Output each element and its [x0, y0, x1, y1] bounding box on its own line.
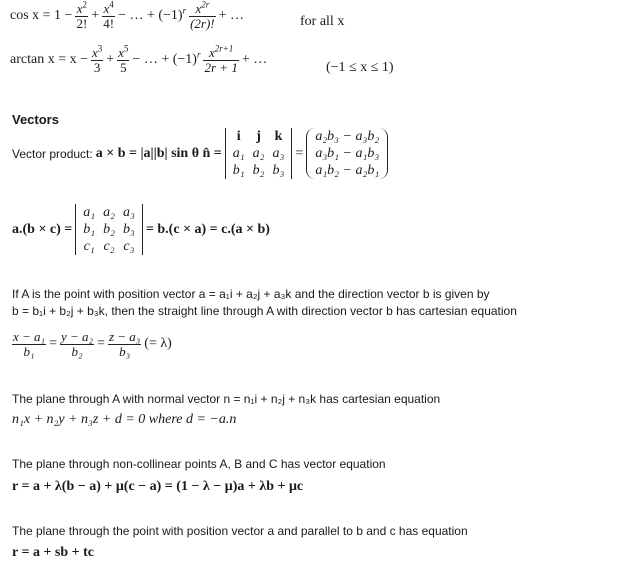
line-frac-y-den: b₂	[60, 344, 94, 359]
triple-product-rhs: = b.(c × a) = c.(a × b)	[145, 221, 270, 237]
line-text-1: If A is the point with position vector a = a₁i + a₂j + a₃k and the direction vector b is given by	[12, 287, 490, 301]
plane-parallel-equation: r = a + sb + tc	[12, 545, 95, 560]
arctan-lhs: arctan x = x −	[10, 52, 88, 68]
vector-product-expr: a × b = |a||b| sin θ n̂ =	[95, 145, 222, 161]
cos-series-formula	[10, 2, 244, 30]
tp-c1: c₁	[83, 239, 95, 254]
line-lambda: (= λ)	[144, 336, 172, 352]
det-b1: b₁	[232, 163, 245, 178]
line-cartesian-equation	[12, 330, 172, 358]
arctan-condition: (−1 ≤ x ≤ 1)	[326, 60, 394, 75]
tp-b3: b₃	[123, 222, 135, 237]
tp-a1: a₁	[83, 205, 96, 220]
arctan-t2-den: 5	[117, 60, 129, 75]
plane-points-equation: r = a + λ(b − a) + μ(c − a) = (1 − λ − μ)a + λb + μc	[12, 479, 304, 494]
cos-t2-exp: 4	[109, 0, 114, 10]
line-frac-z-den: b₃	[108, 344, 141, 359]
arctan-term-1	[91, 43, 103, 75]
arctan-t3-den: 2r + 1	[204, 59, 238, 75]
arctan-mid	[132, 49, 201, 68]
plane-parallel-text: The plane through the point with position vector a and parallel to b and c has equation	[12, 524, 468, 538]
vector-product-eq: =	[295, 145, 304, 161]
tp-c3: c₃	[123, 239, 135, 254]
arctan-t3-num: x	[208, 45, 215, 60]
arctan-term-r	[203, 43, 238, 75]
arctan-t2-exp: 5	[123, 43, 129, 54]
triple-product-formula	[12, 204, 270, 255]
cos-t1-den: 2!	[76, 15, 88, 31]
arctan-t1-num: x	[91, 45, 98, 60]
det-b2: b₂	[252, 163, 265, 178]
cos-t2-num: x	[103, 1, 110, 16]
cos-t3-num: x	[195, 1, 202, 16]
plane-normal-equation: n₁x + n₂y + n₃z + d = 0 where d = −a.n	[12, 412, 237, 427]
arctan-term-2	[117, 43, 129, 75]
vector-product-determinant	[225, 128, 293, 179]
arctan-series-formula	[10, 43, 268, 75]
vector-product-label: Vector product:	[12, 146, 93, 161]
tp-b2: b₂	[103, 222, 116, 237]
triple-product-lhs: a.(b × c) =	[12, 221, 73, 237]
det-a3: a₃	[272, 146, 285, 161]
cos-t1-num: x	[76, 1, 83, 16]
det-j: j	[256, 129, 261, 144]
vector-product-formula	[12, 128, 388, 179]
det-k: k	[274, 129, 283, 144]
arctan-tail: + …	[241, 52, 268, 68]
cos-plus: +	[91, 8, 100, 24]
line-frac-y	[60, 330, 94, 358]
cos-t3-exp: 2r	[201, 0, 210, 10]
cos-lhs: cos x = 1 −	[10, 8, 73, 24]
det-a1: a₁	[232, 146, 245, 161]
cos-t1-exp: 2	[82, 0, 88, 10]
line-frac-x-num: x − a₁	[13, 329, 46, 344]
tp-a3: a₃	[123, 205, 135, 220]
triple-product-determinant	[75, 204, 143, 255]
line-frac-x	[12, 330, 46, 358]
result-row-1: a₂b₃ − a₃b₂	[315, 129, 380, 144]
arctan-t3-exp: 2r+1	[214, 43, 234, 54]
line-frac-z	[108, 330, 141, 358]
tp-b1: b₁	[83, 222, 96, 237]
arctan-t1-den: 3	[91, 60, 103, 75]
cos-term-1	[75, 2, 88, 30]
arctan-t1-exp: 3	[97, 43, 103, 54]
plane-normal-text: The plane through A with normal vector n = n₁i + n₂j + n₃k has cartesian equation	[12, 392, 441, 406]
plane-points-text: The plane through non-collinear points A, B and C has vector equation	[12, 457, 386, 471]
vector-product-result	[306, 128, 388, 179]
line-frac-x-den: b₁	[12, 344, 46, 359]
result-row-2: a₃b₁ − a₁b₃	[315, 146, 380, 161]
det-b3: b₃	[272, 163, 285, 178]
cos-mid-text: − … + (−1)	[118, 8, 183, 24]
tp-c2: c₂	[103, 239, 115, 254]
cos-mid	[118, 5, 187, 24]
cos-t3-den: (2r)!	[190, 15, 215, 31]
det-i: i	[236, 129, 241, 144]
line-frac-z-num: z − a₃	[108, 329, 141, 344]
arctan-mid-exp: r	[196, 49, 201, 60]
cos-term-2	[102, 2, 115, 30]
det-a2: a₂	[252, 146, 265, 161]
cos-term-r	[189, 2, 216, 30]
arctan-plus: +	[106, 52, 115, 68]
line-eq-2: =	[97, 336, 105, 352]
arctan-mid-text: − … + (−1)	[132, 52, 197, 68]
line-frac-y-num: y − a₂	[60, 329, 94, 344]
cos-t2-den: 4!	[103, 15, 115, 31]
cos-tail: + …	[218, 8, 245, 24]
tp-a2: a₂	[103, 205, 116, 220]
line-text-2: b = b₁i + b₂j + b₃k, then the straight line through A with direction vector b has cartesian equation	[12, 304, 517, 318]
cos-condition: for all x	[300, 14, 345, 29]
result-row-3: a₁b₂ − a₂b₁	[315, 163, 380, 178]
line-eq-1: =	[49, 336, 57, 352]
cos-mid-exp: r	[182, 5, 187, 16]
arctan-t2-num: x	[118, 45, 124, 60]
vectors-heading: Vectors	[12, 112, 59, 127]
